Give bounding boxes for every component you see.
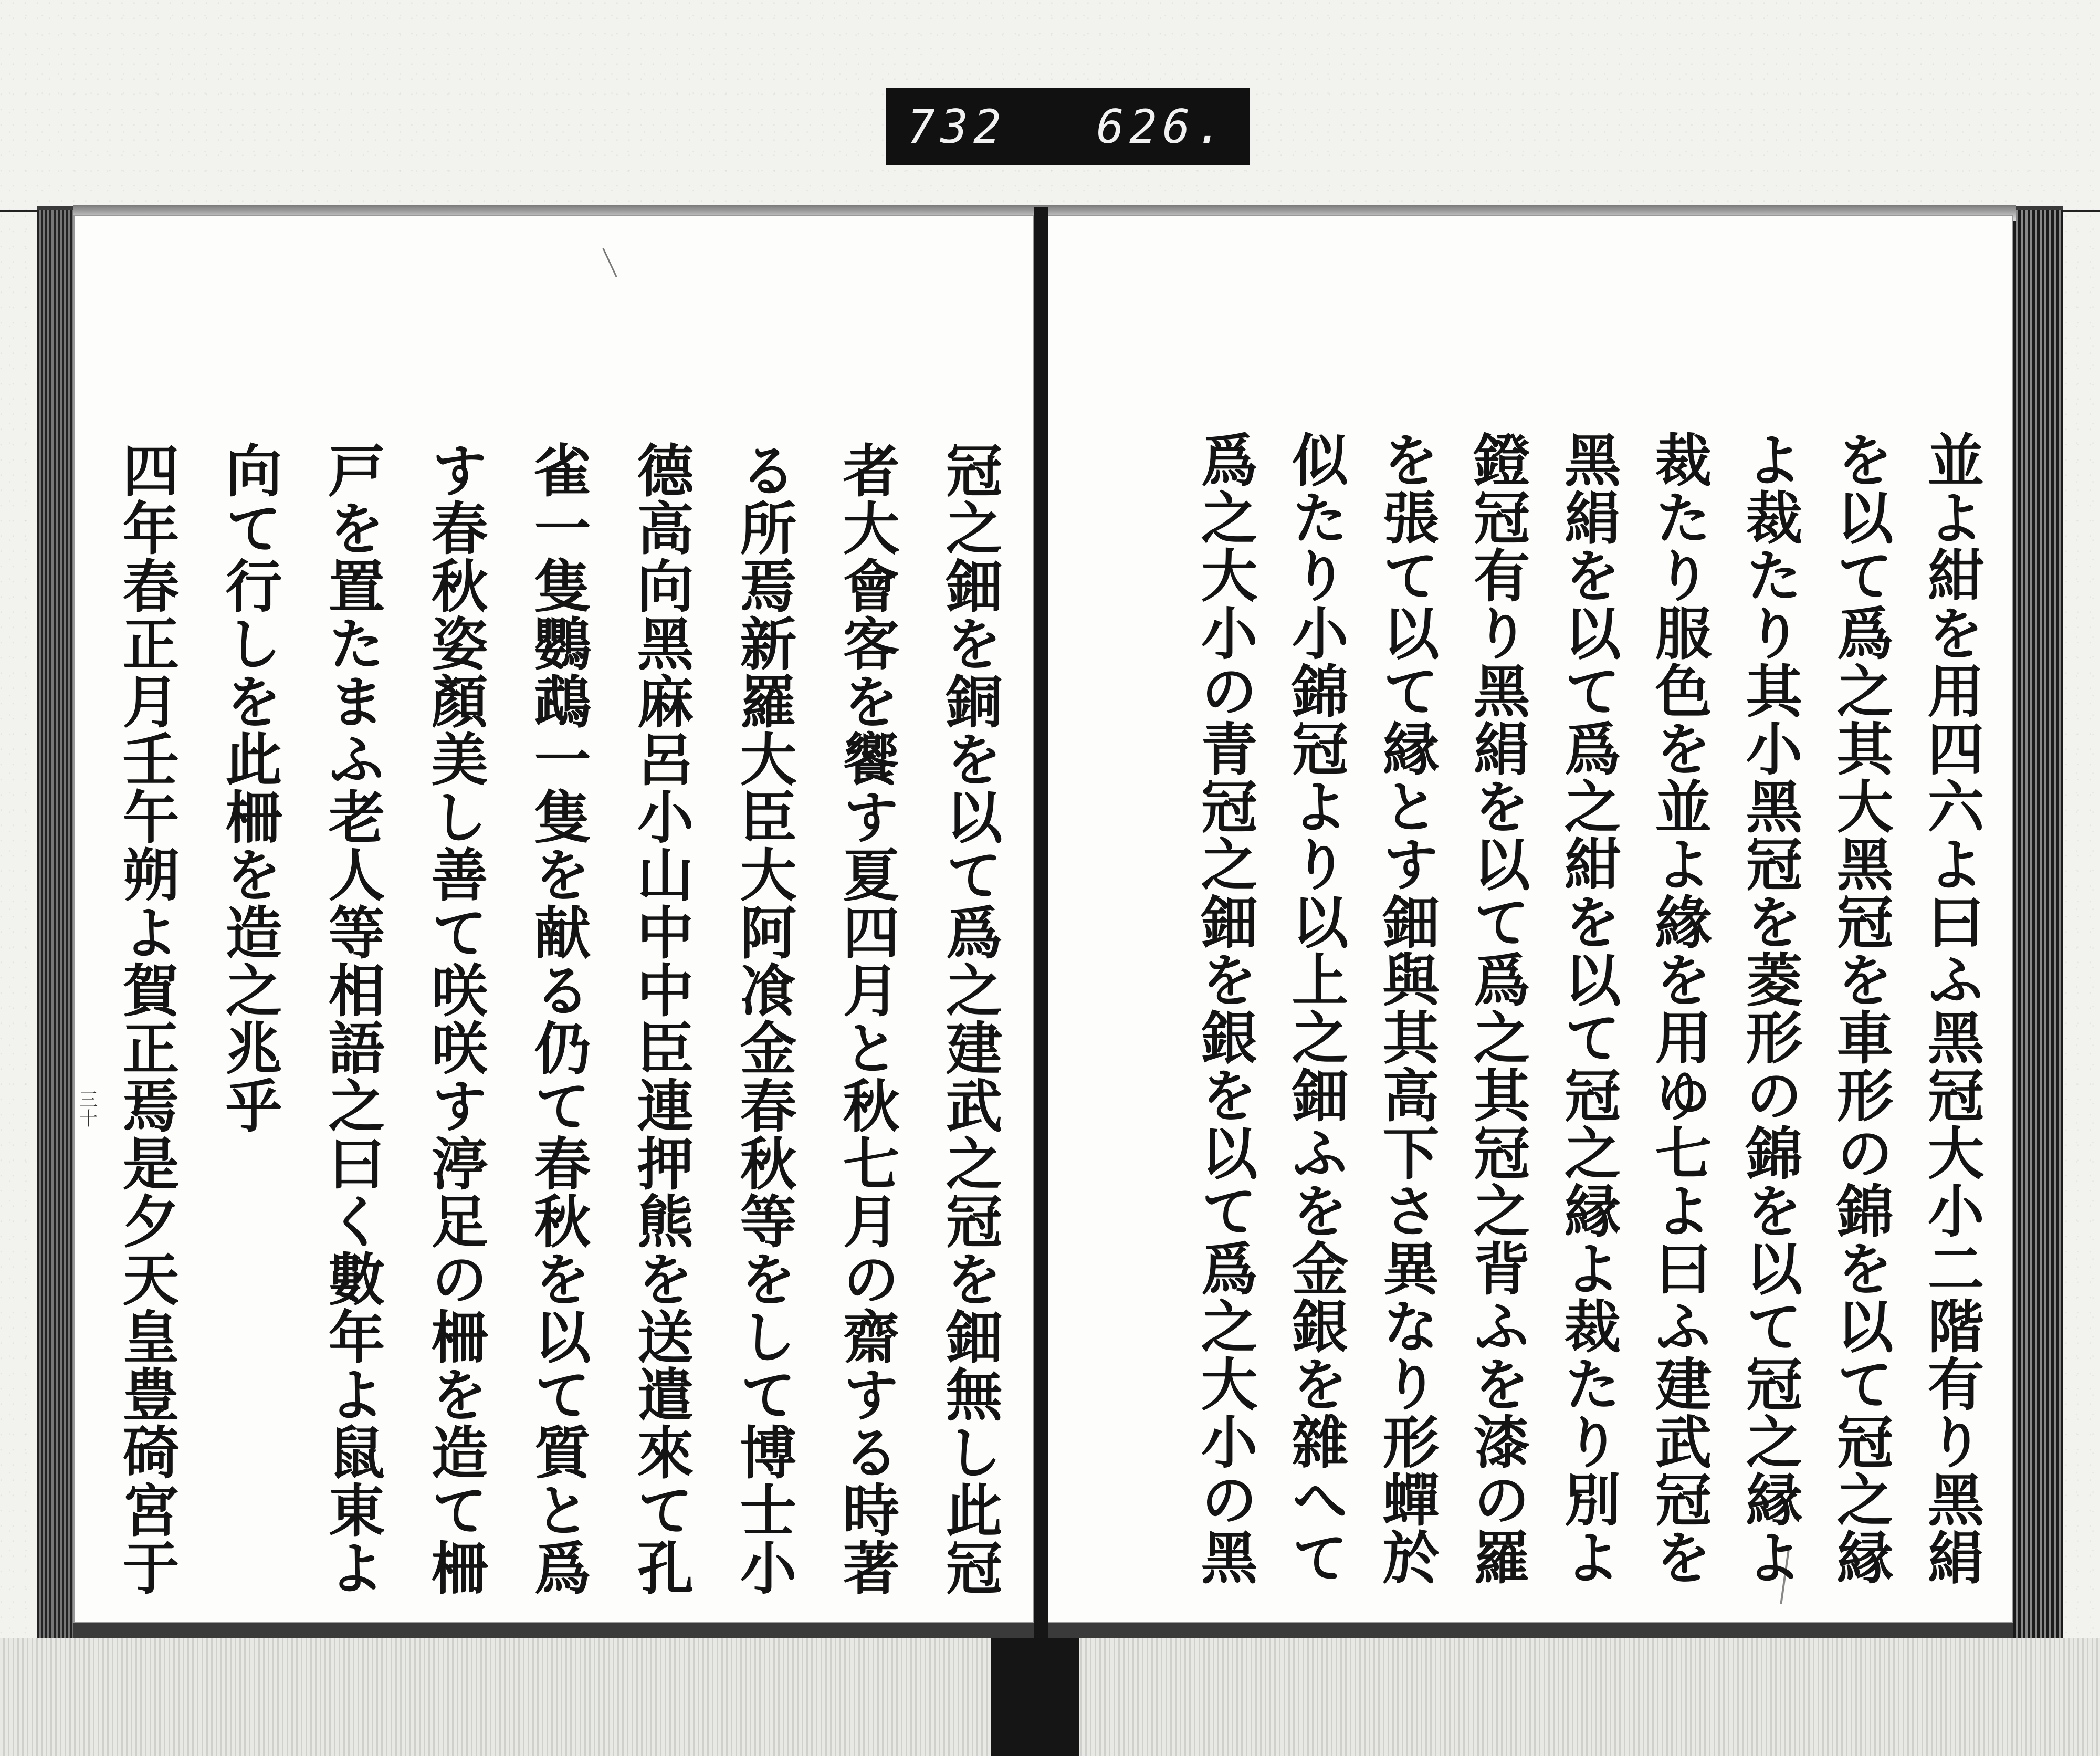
left-column-5: 雀一隻鸚鵡一隻を献る仍て春秋を以て質と爲: [524, 441, 591, 1596]
left-column-7: 戸を置たまふ老人等相語之曰く數年よ鼠東よ: [319, 441, 385, 1596]
left-column-4: 德高向黑麻呂小山中中臣連押熊を送遣來て孔: [627, 441, 694, 1596]
gutter-bottom-shadow: [991, 1638, 1079, 1756]
right-page-text: [1171, 431, 1984, 1617]
left-column-3: る所焉新羅大臣大阿飡金春秋等をして博士小: [730, 441, 796, 1596]
right-column-1: 並よ紺を用四六よ曰ふ黑冠大小二階有り黑絹: [1918, 431, 1984, 1586]
right-column-8: 似たり小錦冠より以上之鈿ふを金銀を雜へて: [1282, 431, 1348, 1586]
left-page-number: 三十: [76, 1090, 98, 1127]
archive-label: [886, 88, 1250, 165]
archive-label-right: 626.: [1096, 99, 1228, 154]
left-column-8: 向て行しを此柵を造之兆乎: [216, 441, 282, 1134]
archive-label-left: 732: [907, 99, 1006, 154]
book-gutter: [1034, 207, 1048, 1641]
right-column-7: を張て以て縁とす鈿與其高下さ異なり形蟬於: [1373, 431, 1439, 1586]
left-page-edges: [37, 210, 74, 1638]
right-column-4: 裁たり服色を並よ緣を用ゆ七よ曰ふ建武冠を: [1645, 431, 1712, 1586]
right-column-3: よ裁たり其小黑冠を菱形の錦を以て冠之縁よ: [1736, 431, 1802, 1586]
right-column-2: を以て爲之其大黑冠を車形の錦を以て冠之縁: [1827, 431, 1893, 1586]
left-column-9: 四年春正月壬午朔よ賀正焉是夕天皇豊碕宮于: [113, 441, 179, 1596]
right-page-edges: [2013, 210, 2063, 1638]
left-column-1: 冠之鈿を銅を以て爲之建武之冠を鈿無し此冠: [936, 441, 1002, 1596]
right-column-6: 鐙冠有り黑絹を以て爲之其冠之背ふを漆の羅: [1464, 431, 1530, 1586]
right-column-5: 黑絹を以て爲之紺を以て冠之縁よ裁たり別よ: [1555, 431, 1621, 1586]
left-column-6: す春秋姿顏美し善て咲咲す渟足の柵を造て柵: [422, 441, 488, 1596]
right-column-9: 爲之大小の青冠之鈿を銀を以て爲之大小の黑: [1191, 431, 1257, 1586]
left-column-2: 者大會客を饗す夏四月と秋七月の齋する時著: [833, 441, 899, 1596]
left-page-text: [94, 441, 1002, 1628]
